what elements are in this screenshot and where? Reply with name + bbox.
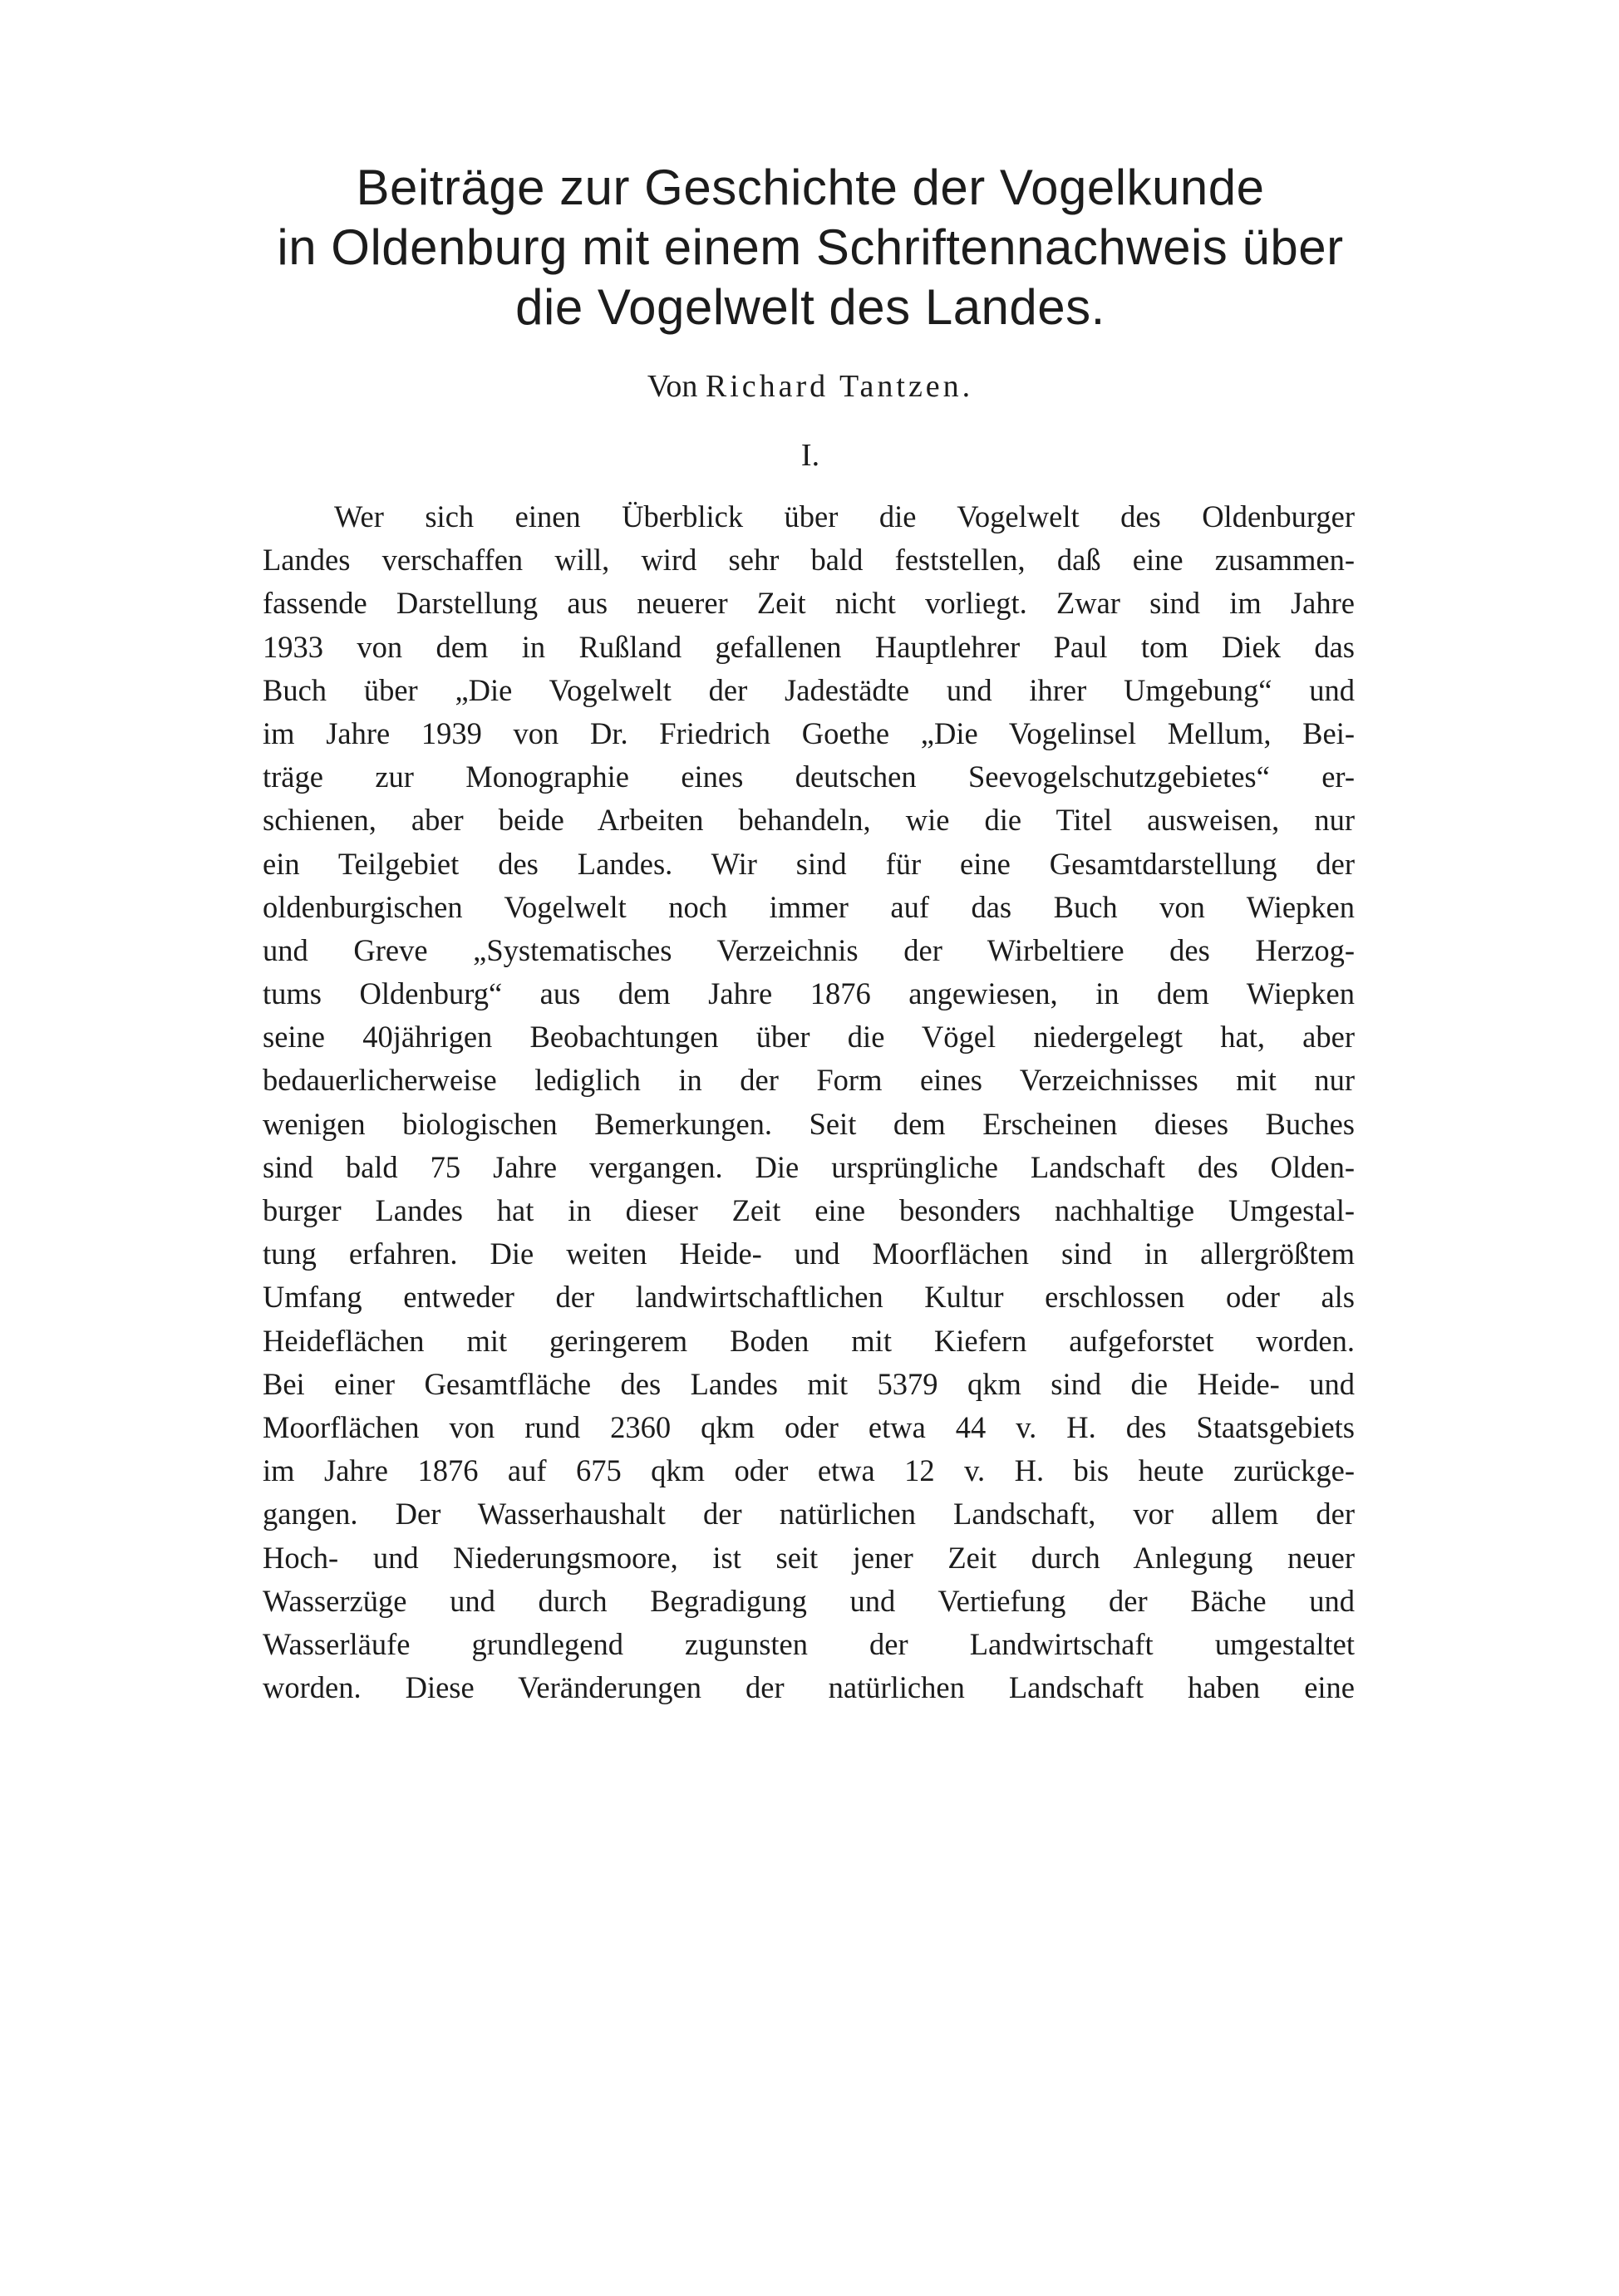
text-line: seine 40jährigen Beobachtungen über die Vögel niedergelegt hat, aber: [263, 1020, 1355, 1055]
text-line: sind bald 75 Jahre vergangen. Die ursprüngliche Landschaft des Olden-: [263, 1149, 1355, 1184]
text-line: Umfang entweder der landwirtschaftlichen Kultur erschlossen oder als: [263, 1280, 1355, 1315]
text-line: träge zur Monographie eines deutschen Seevogelschutzgebietes“ er-: [263, 760, 1355, 794]
article-title: [233, 158, 1388, 337]
text-line: schienen, aber beide Arbeiten behandeln, wie die Titel ausweisen, nur: [263, 803, 1355, 838]
text-line: Landes verschaffen will, wird sehr bald feststellen, daß eine zusammen-: [263, 543, 1355, 578]
text-line: ein Teilgebiet des Landes. Wir sind für eine Gesamtdarstellung der: [263, 846, 1355, 881]
text-line: Buch über „Die Vogelwelt der Jadestädte und ihrer Umgebung“ und: [263, 672, 1355, 707]
author-prefix: Von: [647, 369, 698, 404]
text-line: bedauerlicherweise lediglich in der Form eines Verzeichnisses mit nur: [263, 1063, 1355, 1098]
title-line: die Vogelwelt des Landes.: [515, 279, 1105, 335]
text-line: gangen. Der Wasserhaushalt der natürlichen Landschaft, vor allem der: [263, 1497, 1355, 1531]
author-line: [233, 367, 1388, 406]
text-line: worden. Diese Veränderungen der natürlichen Landschaft haben eine: [263, 1670, 1355, 1705]
text-line: Bei einer Gesamtfläche des Landes mit 5379 qkm sind die Heide- und: [263, 1366, 1355, 1401]
text-line: Hoch- und Niederungsmoore, ist seit jener Zeit durch Anlegung neuer: [263, 1540, 1355, 1575]
author-name: Richard Tantzen.: [705, 369, 974, 404]
text-line: oldenburgischen Vogelwelt noch immer auf das Buch von Wiepken: [263, 889, 1355, 924]
text-line: Wer sich einen Überblick über die Vogelwelt des Oldenburger: [334, 499, 1355, 533]
text-line: tums Oldenburg“ aus dem Jahre 1876 angewiesen, in dem Wiepken: [263, 976, 1355, 1011]
text-line: im Jahre 1939 von Dr. Friedrich Goethe „Die Vogelinsel Mellum, Bei-: [263, 715, 1355, 750]
text-line: 1933 von dem in Rußland gefallenen Hauptlehrer Paul tom Diek das: [263, 629, 1355, 664]
text-line: Moorflächen von rund 2360 qkm oder etwa 44 v. H. des Staatsgebiets: [263, 1409, 1355, 1444]
section-number: I.: [800, 438, 820, 473]
text-line: tung erfahren. Die weiten Heide- und Moorflächen sind in allergrößtem: [263, 1236, 1355, 1271]
text-line: und Greve „Systematisches Verzeichnis der Wirbeltiere des Herzog-: [263, 932, 1355, 967]
body-paragraph: [263, 495, 1355, 1709]
text-line: burger Landes hat in dieser Zeit eine besonders nachhaltige Umgestal-: [263, 1193, 1355, 1227]
title-line: in Oldenburg mit einem Schriftennachweis über: [277, 219, 1344, 275]
text-line: Wasserläufe grundlegend zugunsten der Landwirtschaft umgestaltet: [263, 1626, 1355, 1661]
text-line: Heideflächen mit geringerem Boden mit Kiefern aufgeforstet worden.: [263, 1323, 1355, 1358]
title-line: Beiträge zur Geschichte der Vogelkunde: [356, 160, 1265, 215]
text-line: wenigen biologischen Bemerkungen. Seit dem Erscheinen dieses Buches: [263, 1106, 1355, 1141]
text-line: fassende Darstellung aus neuerer Zeit nicht vorliegt. Zwar sind im Jahre: [263, 586, 1355, 621]
text-line: im Jahre 1876 auf 675 qkm oder etwa 12 v. H. bis heute zurückge-: [263, 1453, 1355, 1488]
text-line: Wasserzüge und durch Begradigung und Vertiefung der Bäche und: [263, 1583, 1355, 1618]
